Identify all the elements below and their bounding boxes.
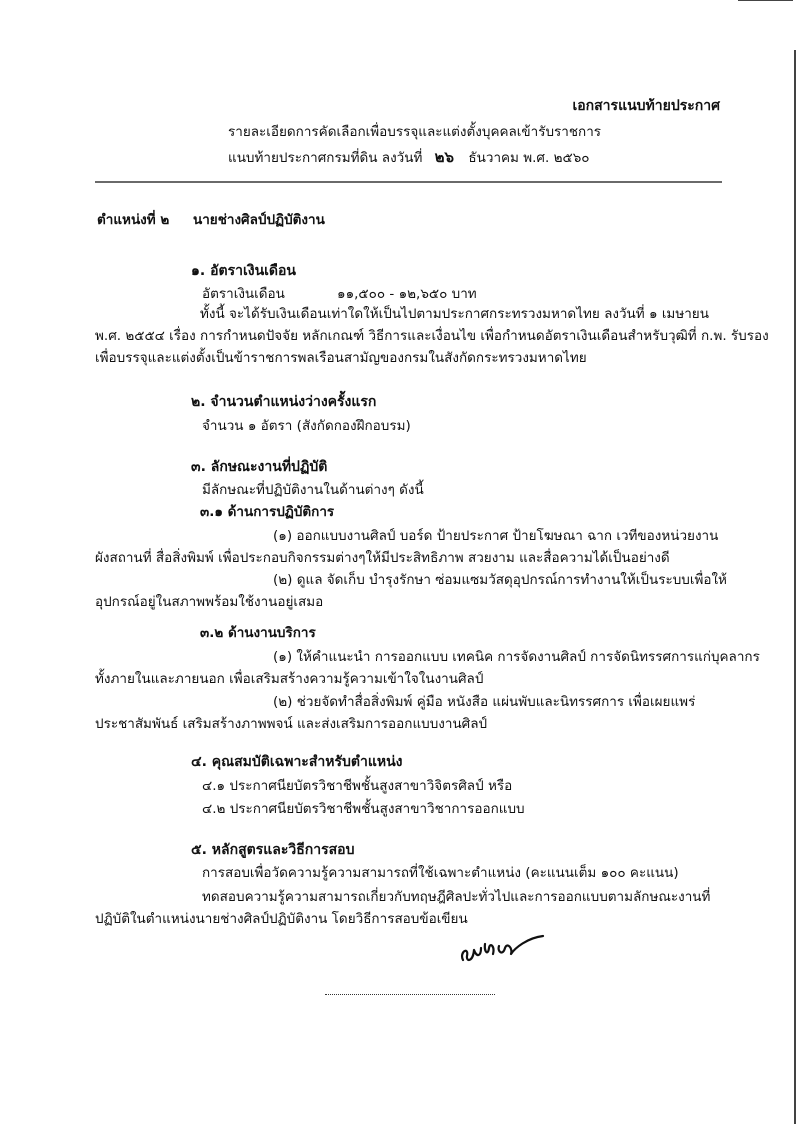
vacancy-text: จำนวน ๑ อัตรา (สังกัดกองฝึกอบรม) bbox=[202, 418, 411, 434]
position-label: ตำแหน่งที่ ๒ bbox=[97, 212, 170, 228]
duties-sub1-item2-line2: อุปกรณ์อยู่ในสภาพพร้อมใช้งานอยู่เสมอ bbox=[95, 594, 324, 610]
salary-note-line-1: ทั้งนี้ จะได้รับเงินเดือนเท่าใดให้เป็นไปตามประกาศกระทรวงมหาดไทย ลงวันที่ ๑ เมษายน bbox=[200, 306, 709, 322]
header-line-2-prefix: แนบท้ายประกาศกรมที่ดิน ลงวันที่ bbox=[228, 150, 423, 166]
duties-sub1-item1-line1: (๑) ออกแบบงานศิลป์ บอร์ด ป้ายประกาศ ป้ายโฆษณา ฉาก เวทีของหน่วยงาน bbox=[273, 528, 719, 544]
scan-edge-line bbox=[794, 50, 796, 1124]
section-salary-heading: ๑. อัตราเงินเดือน bbox=[191, 263, 297, 279]
header-line-2 bbox=[228, 148, 590, 167]
header-divider bbox=[95, 181, 722, 183]
duties-sub1-item2-line1: (๒) ดูแล จัดเก็บ บำรุงรักษา ซ่อมแซมวัสดุอุปกรณ์การทำงานให้เป็นระบบเพื่อให้ bbox=[273, 572, 727, 588]
salary-note-line-3: เพื่อบรรจุและแต่งตั้งเป็นข้าราชการพลเรือนสามัญของกรมในสังกัดกระทรวงมหาดไทย bbox=[95, 350, 587, 366]
qualification-item-1: ๔.๑ ประกาศนียบัตรวิชาชีพชั้นสูงสาขาวิจิตรศิลป์ หรือ bbox=[202, 778, 513, 794]
section-qualifications-heading: ๔. คุณสมบัติเฉพาะสำหรับตำแหน่ง bbox=[191, 754, 403, 770]
duties-sub1-heading: ๓.๑ ด้านการปฏิบัติการ bbox=[200, 504, 335, 520]
position-title: นายช่างศิลป์ปฏิบัติงาน bbox=[193, 212, 325, 228]
section-duties-heading: ๓. ลักษณะงานที่ปฏิบัติ bbox=[191, 459, 328, 475]
section-vacancy-heading: ๒. จำนวนตำแหน่งว่างครั้งแรก bbox=[191, 394, 377, 410]
header-date-day: ๒๖ bbox=[434, 148, 455, 166]
duties-sub2-item1-line1: (๑) ให้คำแนะนำ การออกแบบ เทคนิค การจัดงานศิลป์ การจัดนิทรรศการแก่บุคลากร bbox=[273, 649, 760, 665]
duties-sub1-item1-line2: ผังสถานที่ สื่อสิ่งพิมพ์ เพื่อประกอบกิจกรรมต่างๆให้มีประสิทธิภาพ สวยงาม และสื่อความได้เป็นอย่างดี bbox=[95, 550, 670, 566]
salary-value: ๑๑,๕๐๐ - ๑๒,๖๕๐ บาท bbox=[337, 286, 477, 302]
duties-sub2-item2-line1: (๒) ช่วยจัดทำสื่อสิ่งพิมพ์ คู่มือ หนังสือ แผ่นพับและนิทรรศการ เพื่อเผยแพร่ bbox=[273, 694, 696, 710]
duties-sub2-item1-line2: ทั้งภายในและภายนอก เพื่อเสริมสร้างความรู้ความเข้าใจในงานศิลป์ bbox=[95, 671, 484, 687]
salary-note-line-2: พ.ศ. ๒๕๕๔ เรื่อง การกำหนดปัจจัย หลักเกณฑ์ วิธีการและเงื่อนไข เพื่อกำหนดอัตราเงินเดือนสำหรับวุฒิที่ ก.พ. รับรอง bbox=[95, 328, 769, 344]
dotted-signature-line bbox=[325, 994, 495, 995]
header-line-1: รายละเอียดการคัดเลือกเพื่อบรรจุและแต่งตั้งบุคคลเข้ารับราชการ bbox=[228, 124, 602, 140]
exam-line-2: ทดสอบความรู้ความสามารถเกี่ยวกับทฤษฎีศิลปะทั่วไปและการออกแบบตามลักษณะงานที่ bbox=[202, 889, 711, 905]
salary-label: อัตราเงินเดือน bbox=[202, 286, 285, 302]
signature-initials bbox=[455, 930, 550, 968]
section-exam-heading: ๕. หลักสูตรและวิธีการสอบ bbox=[191, 842, 355, 858]
exam-line-1: การสอบเพื่อวัดความรู้ความสามารถที่ใช้เฉพาะตำแหน่ง (คะแนนเต็ม ๑๐๐ คะแนน) bbox=[202, 865, 679, 881]
duties-intro: มีลักษณะที่ปฏิบัติงานในด้านต่างๆ ดังนี้ bbox=[202, 482, 424, 498]
duties-sub2-heading: ๓.๒ ด้านงานบริการ bbox=[200, 625, 316, 641]
header-line-2-suffix: ธันวาคม พ.ศ. ๒๕๖๐ bbox=[468, 150, 590, 166]
scan-artifact-top bbox=[738, 0, 793, 1]
exam-line-3: ปฏิบัติในตำแหน่งนายช่างศิลป์ปฏิบัติงาน โดยวิธีการสอบข้อเขียน bbox=[95, 911, 468, 927]
attachment-label: เอกสารแนบท้ายประกาศ bbox=[572, 98, 720, 114]
qualification-item-2: ๔.๒ ประกาศนียบัตรวิชาชีพชั้นสูงสาขาวิชาการออกแบบ bbox=[202, 801, 525, 817]
duties-sub2-item2-line2: ประชาสัมพันธ์ เสริมสร้างภาพพจน์ และส่งเสริมการออกแบบงานศิลป์ bbox=[95, 716, 488, 732]
